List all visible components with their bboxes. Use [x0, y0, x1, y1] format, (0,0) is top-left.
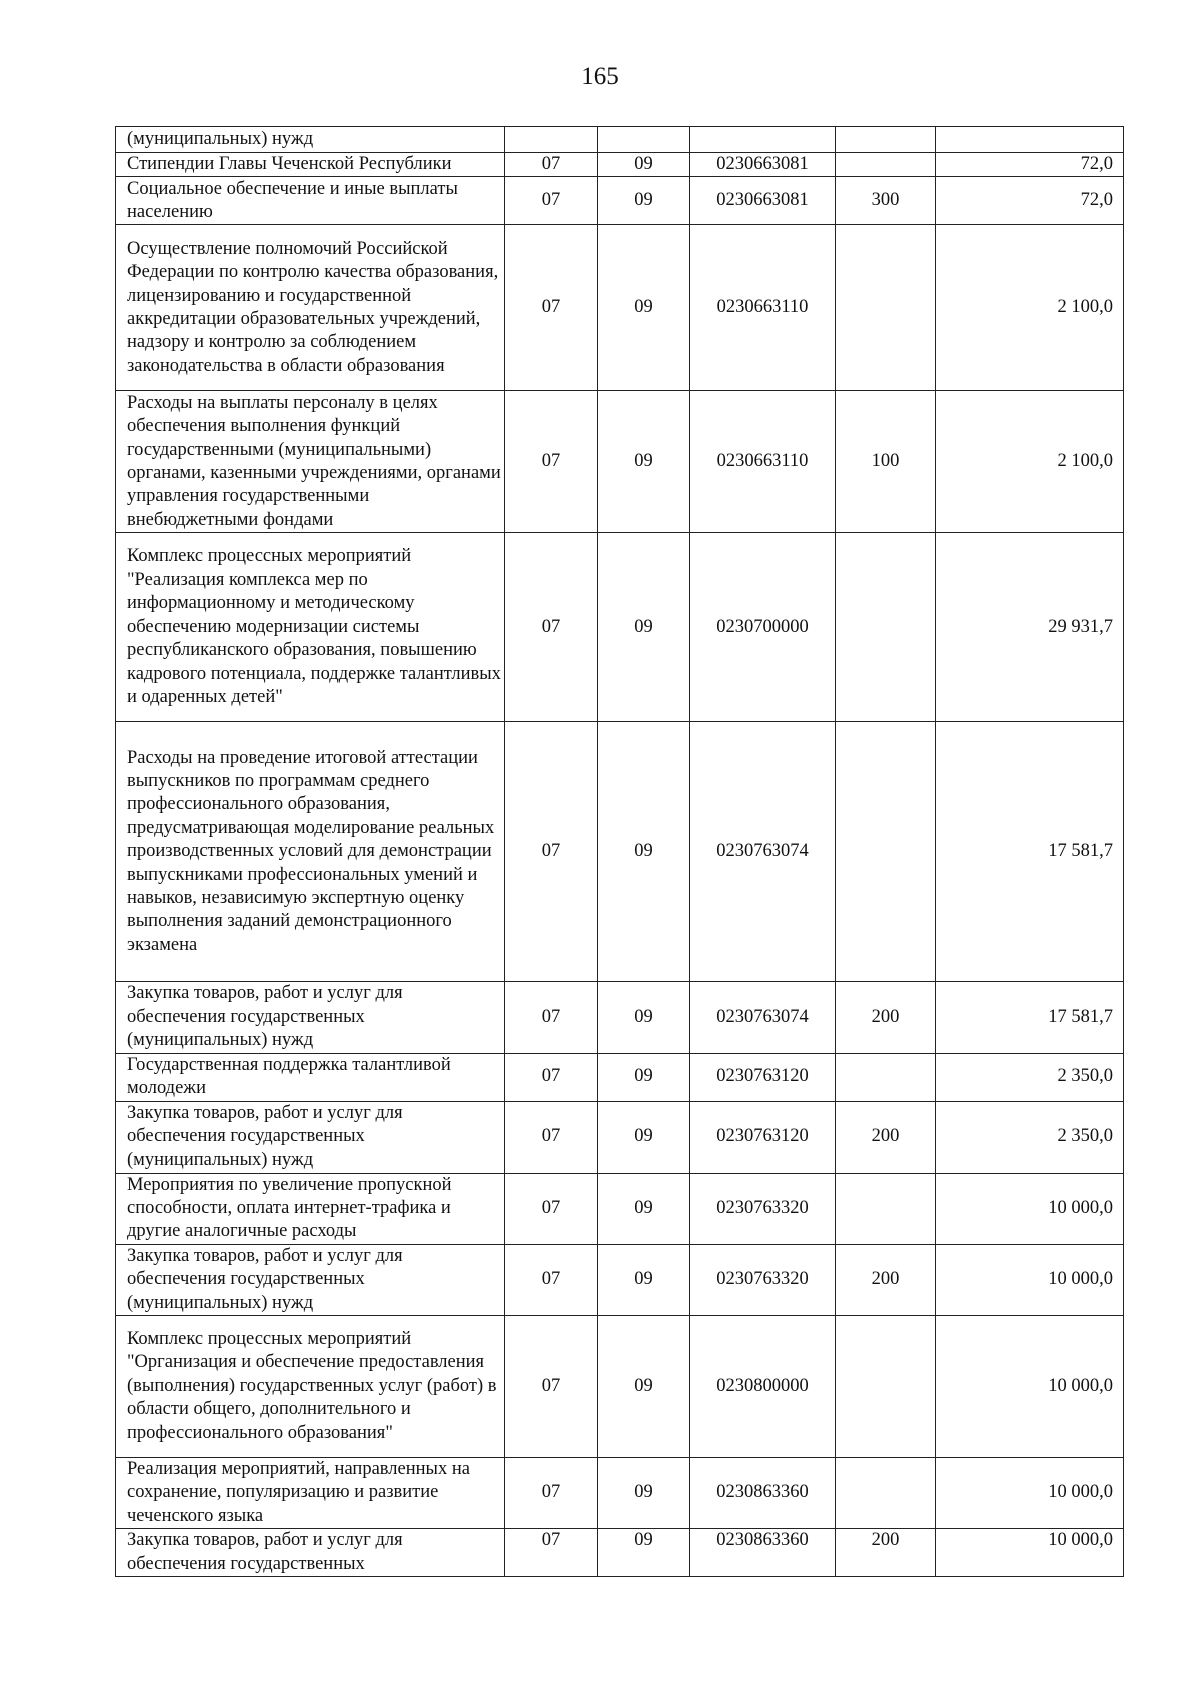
- row-target-article: 0230863360: [690, 1529, 836, 1577]
- row-amount: 72,0: [936, 177, 1124, 225]
- row-target-article: 0230800000: [690, 1316, 836, 1458]
- row-target-article: 0230763320: [690, 1244, 836, 1315]
- row-subsection: 09: [598, 1458, 690, 1529]
- table-row: [116, 177, 1124, 225]
- row-subsection: 09: [598, 1244, 690, 1315]
- row-amount: [936, 127, 1124, 153]
- row-target-article: 0230763120: [690, 1101, 836, 1173]
- row-expense-type: [836, 722, 936, 982]
- row-section: 07: [505, 225, 598, 391]
- row-expense-type: [836, 1173, 936, 1244]
- row-expense-type: 100: [836, 391, 936, 533]
- row-amount: 29 931,7: [936, 533, 1124, 722]
- table-row: [116, 225, 1124, 391]
- row-section: 07: [505, 1053, 598, 1101]
- row-name: Социальное обеспечение и иные выплаты населению: [116, 177, 505, 225]
- row-subsection: 09: [598, 533, 690, 722]
- table-row: [116, 722, 1124, 982]
- row-expense-type: [836, 153, 936, 177]
- table-row: [116, 1173, 1124, 1244]
- row-target-article: 0230663110: [690, 225, 836, 391]
- row-section: 07: [505, 1458, 598, 1529]
- row-target-article: 0230863360: [690, 1458, 836, 1529]
- row-amount: 10 000,0: [936, 1458, 1124, 1529]
- row-subsection: 09: [598, 1529, 690, 1577]
- row-amount: 10 000,0: [936, 1316, 1124, 1458]
- row-section: 07: [505, 391, 598, 533]
- row-name: Закупка товаров, работ и услуг для обеспечения государственных (муниципальных) нужд: [116, 1101, 505, 1173]
- table-row: [116, 391, 1124, 533]
- row-subsection: 09: [598, 722, 690, 982]
- row-subsection: 09: [598, 1173, 690, 1244]
- row-subsection: [598, 127, 690, 153]
- row-subsection: 09: [598, 1101, 690, 1173]
- row-amount: 10 000,0: [936, 1529, 1124, 1577]
- row-subsection: 09: [598, 1053, 690, 1101]
- row-name: Государственная поддержка талантливой молодежи: [116, 1053, 505, 1101]
- row-subsection: 09: [598, 153, 690, 177]
- row-name: Расходы на выплаты персоналу в целях обеспечения выполнения функций государственными (муниципальными) органами, казенными учреждениями, органами управления государственными внебюджетными фондами: [116, 391, 505, 533]
- row-amount: 2 350,0: [936, 1101, 1124, 1173]
- row-section: 07: [505, 1316, 598, 1458]
- row-amount: 10 000,0: [936, 1173, 1124, 1244]
- row-name: Мероприятия по увеличение пропускной способности, оплата интернет-трафика и другие аналогичные расходы: [116, 1173, 505, 1244]
- row-expense-type: 200: [836, 1101, 936, 1173]
- table-row: [116, 533, 1124, 722]
- table-row: [116, 1529, 1124, 1577]
- row-section: 07: [505, 153, 598, 177]
- row-section: [505, 127, 598, 153]
- row-section: 07: [505, 177, 598, 225]
- row-name: Закупка товаров, работ и услуг для обеспечения государственных (муниципальных) нужд: [116, 1244, 505, 1315]
- row-amount: 2 100,0: [936, 225, 1124, 391]
- row-name: Закупка товаров, работ и услуг для обеспечения государственных: [116, 1529, 505, 1577]
- row-name: Стипендии Главы Чеченской Республики: [116, 153, 505, 177]
- row-name: Закупка товаров, работ и услуг для обеспечения государственных (муниципальных) нужд: [116, 982, 505, 1053]
- row-amount: 10 000,0: [936, 1244, 1124, 1315]
- row-section: 07: [505, 1529, 598, 1577]
- row-subsection: 09: [598, 177, 690, 225]
- row-expense-type: 200: [836, 1529, 936, 1577]
- row-subsection: 09: [598, 982, 690, 1053]
- row-subsection: 09: [598, 1316, 690, 1458]
- table-row: [116, 127, 1124, 153]
- row-target-article: 0230763074: [690, 982, 836, 1053]
- row-subsection: 09: [598, 225, 690, 391]
- row-expense-type: [836, 225, 936, 391]
- table-row: [116, 982, 1124, 1053]
- row-subsection: 09: [598, 391, 690, 533]
- row-name: (муниципальных) нужд: [116, 127, 505, 153]
- row-expense-type: [836, 127, 936, 153]
- table-row: [116, 1244, 1124, 1315]
- row-target-article: 0230663110: [690, 391, 836, 533]
- row-target-article: 0230763120: [690, 1053, 836, 1101]
- row-amount: 17 581,7: [936, 982, 1124, 1053]
- row-amount: 17 581,7: [936, 722, 1124, 982]
- row-name: Комплекс процессных мероприятий "Организация и обеспечение предоставления (выполнения) государственных услуг (работ) в области общего, дополнительного и профессионального образования": [116, 1316, 505, 1458]
- row-expense-type: [836, 533, 936, 722]
- budget-table: [115, 126, 1124, 1577]
- row-section: 07: [505, 533, 598, 722]
- row-section: 07: [505, 722, 598, 982]
- row-expense-type: 200: [836, 1244, 936, 1315]
- row-section: 07: [505, 1173, 598, 1244]
- table-row: [116, 1101, 1124, 1173]
- row-name: Реализация мероприятий, направленных на сохранение, популяризацию и развитие чеченского языка: [116, 1458, 505, 1529]
- row-target-article: 0230763074: [690, 722, 836, 982]
- table-row: [116, 1053, 1124, 1101]
- row-expense-type: 300: [836, 177, 936, 225]
- row-expense-type: [836, 1316, 936, 1458]
- row-name: Осуществление полномочий Российской Федерации по контролю качества образования, лицензированию и государственной аккредитации образовательных учреждений, надзору и контролю за соблюдением законодательства в области образования: [116, 225, 505, 391]
- row-expense-type: [836, 1053, 936, 1101]
- page-number: 165: [581, 63, 619, 90]
- table-row: [116, 1458, 1124, 1529]
- row-target-article: 0230700000: [690, 533, 836, 722]
- row-section: 07: [505, 982, 598, 1053]
- row-expense-type: 200: [836, 982, 936, 1053]
- row-expense-type: [836, 1458, 936, 1529]
- table-row: [116, 1316, 1124, 1458]
- row-section: 07: [505, 1244, 598, 1315]
- row-target-article: 0230663081: [690, 177, 836, 225]
- row-amount: 2 350,0: [936, 1053, 1124, 1101]
- row-target-article: 0230663081: [690, 153, 836, 177]
- row-name: Комплекс процессных мероприятий "Реализация комплекса мер по информационному и методическому обеспечению модернизации системы республиканского образования, повышению кадрового потенциала, поддержке талантливых и одаренных детей": [116, 533, 505, 722]
- row-target-article: 0230763320: [690, 1173, 836, 1244]
- row-amount: 72,0: [936, 153, 1124, 177]
- row-name: Расходы на проведение итоговой аттестации выпускников по программам среднего профессионального образования, предусматривающая моделирование реальных производственных условий для демонстрации выпускниками профессиональных умений и навыков, независимую экспертную оценку выполнения заданий демонстрационного экзамена: [116, 722, 505, 982]
- row-target-article: [690, 127, 836, 153]
- row-section: 07: [505, 1101, 598, 1173]
- table-row: [116, 153, 1124, 177]
- row-amount: 2 100,0: [936, 391, 1124, 533]
